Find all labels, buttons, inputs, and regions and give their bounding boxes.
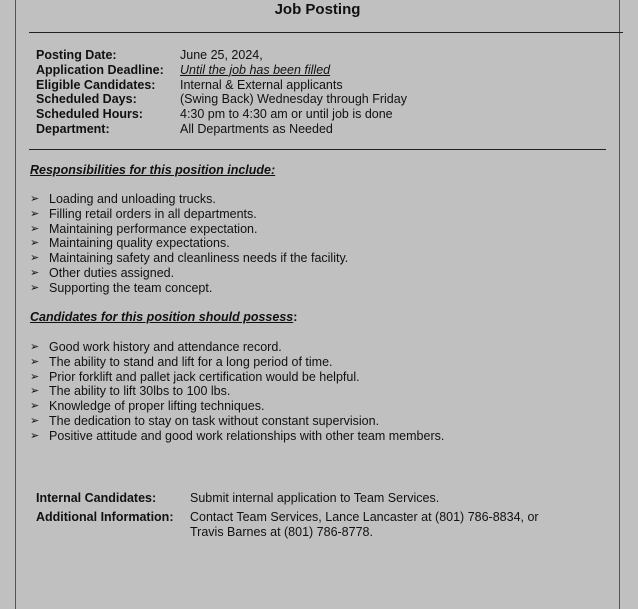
arrow-bullet-icon: ➢: [30, 252, 40, 265]
page-title: Job Posting: [274, 1, 361, 18]
info-label: Scheduled Hours:: [36, 107, 143, 122]
responsibilities-heading-text: Responsibilities for this position include:: [30, 163, 276, 177]
arrow-bullet-icon: ➢: [30, 370, 40, 383]
info-value: June 25, 2024,: [180, 48, 263, 62]
document-page: [15, 0, 620, 609]
info-row-posting-date: [36, 48, 407, 63]
arrow-bullet-icon: ➢: [30, 237, 40, 250]
list-item-text: Filling retail orders in all departments.: [49, 206, 257, 221]
posting-info: [36, 48, 407, 137]
list-item-text: Prior forklift and pallet jack certification would be helpful.: [49, 369, 360, 384]
list-item-text: Maintaining quality expectations.: [49, 236, 230, 251]
arrow-bullet-icon: ➢: [30, 266, 40, 279]
list-item: [30, 251, 348, 266]
list-item: [30, 207, 348, 222]
list-item: [30, 281, 348, 296]
arrow-bullet-icon: ➢: [30, 222, 40, 235]
info-row-eligible-candidates: [36, 78, 407, 93]
arrow-bullet-icon: ➢: [30, 281, 40, 294]
info-label: Application Deadline:: [36, 62, 164, 77]
arrow-bullet-icon: ➢: [30, 207, 40, 220]
list-item-text: Supporting the team concept.: [49, 280, 213, 295]
info-value: 4:30 pm to 4:30 am or until job is done: [180, 107, 393, 122]
list-item-text: The ability to lift 30lbs to 100 lbs.: [49, 384, 231, 399]
list-item-text: Maintaining safety and cleanliness needs if the facility.: [49, 251, 349, 266]
info-row-scheduled-days: [36, 92, 407, 107]
responsibilities-heading: [30, 163, 275, 177]
list-item: [30, 222, 348, 237]
list-item-text: The dedication to stay on task without constant supervision.: [49, 413, 380, 428]
list-item: [30, 236, 348, 251]
candidates-heading-colon: :: [293, 310, 298, 324]
divider-middle: [29, 149, 606, 150]
info-label: Scheduled Days:: [36, 92, 137, 107]
arrow-bullet-icon: ➢: [30, 385, 40, 398]
additional-information-line-1: Contact Team Services, Lance Lancaster at (801) 786-8834, or: [190, 510, 539, 524]
list-item-text: Other duties assigned.: [49, 265, 175, 280]
contact-row-internal: [36, 491, 590, 510]
list-item: [30, 429, 444, 444]
list-item: [30, 414, 444, 429]
list-item: [30, 355, 444, 370]
list-item: [30, 266, 348, 281]
arrow-bullet-icon: ➢: [30, 429, 40, 442]
list-item: [30, 384, 444, 399]
info-row-application-deadline: [36, 63, 407, 78]
info-value: All Departments as Needed: [180, 121, 333, 136]
list-item-text: Knowledge of proper lifting techniques.: [49, 399, 265, 414]
list-item: [30, 192, 348, 207]
list-item: [30, 399, 444, 414]
info-label: Eligible Candidates:: [36, 77, 156, 92]
info-row-department: [36, 122, 407, 137]
internal-candidates-value: Submit internal application to Team Services.: [190, 491, 440, 505]
arrow-bullet-icon: ➢: [30, 355, 40, 368]
list-item: [30, 370, 444, 385]
deadline-link[interactable]: Until the job has been filled: [180, 62, 331, 77]
info-value: (Swing Back) Wednesday through Friday: [180, 92, 407, 107]
info-label: Posting Date:: [36, 48, 117, 62]
additional-information-label: Additional Information:: [36, 510, 174, 524]
arrow-bullet-icon: ➢: [30, 400, 40, 413]
list-item: [30, 340, 444, 355]
list-item-text: Loading and unloading trucks.: [49, 192, 216, 206]
additional-information-line-2: Travis Barnes at (801) 786-8778.: [190, 525, 373, 539]
candidates-list: [30, 340, 444, 444]
additional-information-value: [190, 510, 590, 540]
divider-top: [29, 32, 623, 33]
contact-section: [36, 491, 590, 540]
list-item-text: Good work history and attendance record.: [49, 340, 282, 354]
list-item-text: Maintaining performance expectation.: [49, 221, 258, 236]
info-value: Internal & External applicants: [180, 77, 343, 92]
info-label: Department:: [36, 121, 110, 136]
arrow-bullet-icon: ➢: [30, 193, 40, 205]
list-item-text: Positive attitude and good work relationships with other team members.: [49, 428, 445, 443]
contact-row-additional: [36, 510, 590, 540]
list-item-text: The ability to stand and lift for a long period of time.: [49, 354, 333, 369]
info-row-scheduled-hours: [36, 107, 407, 122]
responsibilities-list: [30, 192, 348, 296]
candidates-heading-text: Candidates for this position should possess: [30, 310, 294, 324]
candidates-heading: [30, 310, 297, 324]
internal-candidates-label: Internal Candidates:: [36, 491, 157, 505]
arrow-bullet-icon: ➢: [30, 341, 40, 353]
arrow-bullet-icon: ➢: [30, 414, 40, 427]
